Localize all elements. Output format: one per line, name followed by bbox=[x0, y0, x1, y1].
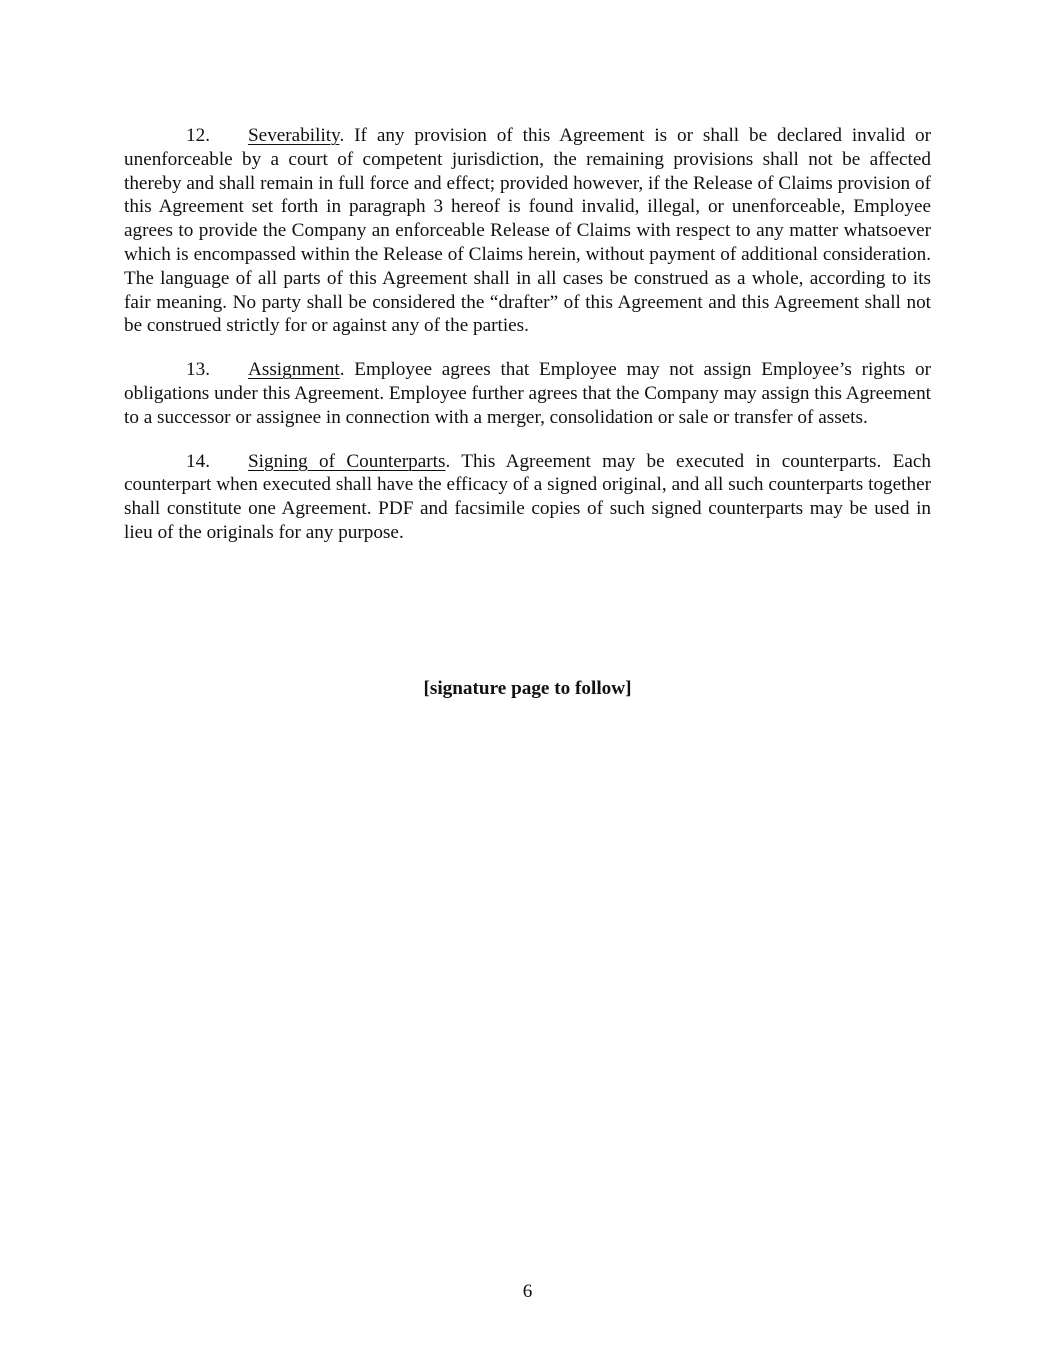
section-number: 13. bbox=[186, 359, 210, 381]
agreement-body bbox=[124, 124, 931, 565]
section-number: 12. bbox=[186, 125, 210, 146]
section-heading: Signing of Counterparts bbox=[248, 450, 446, 472]
page-number: 6 bbox=[522, 1281, 533, 1302]
section-signing-of-counterparts bbox=[124, 450, 931, 545]
section-number: 14. bbox=[186, 450, 210, 472]
section-text: . This Agreement may be executed in counterparts. Each counterpart when executed shall have the efficacy of a signed original, and all such counterparts together shall constitute one Agreement. PDF and facsimile copies of such signed counterparts may be used in lieu of the originals for any purpose. bbox=[124, 450, 931, 543]
section-severability bbox=[124, 124, 931, 338]
section-text: . If any provision of this Agreement is or shall be declared invalid or unenforceable by a court of competent jurisdiction, the remaining provisions shall not be affected thereby and shall remain in full force and effect; provided however, if the Release of Claims provision of this Agreement set forth in paragraph 3 hereof is found invalid, illegal, or unenforceable, Employee agrees to provide the Company an enforceable Release of Claims with respect to any matter whatsoever which is encompassed within the Release of Claims herein, without payment of additional consideration. The language of all parts of this Agreement shall in all cases be construed as a whole, according to its fair meaning. No party shall be considered the “drafter” of this Agreement and this Agreement shall not be construed strictly for or against any of the parties. bbox=[124, 125, 931, 337]
section-assignment bbox=[124, 358, 931, 429]
section-text: . Employee agrees that Employee may not assign Employee’s rights or obligations under this Agreement. Employee further agrees that the Company may assign this Agreement to a successor or assignee in connection with a merger, consolidation or sale or transfer of assets. bbox=[124, 359, 931, 428]
signature-page-note: [signature page to follow] bbox=[423, 678, 632, 699]
section-heading: Severability bbox=[248, 125, 340, 146]
section-heading: Assignment bbox=[248, 359, 340, 381]
